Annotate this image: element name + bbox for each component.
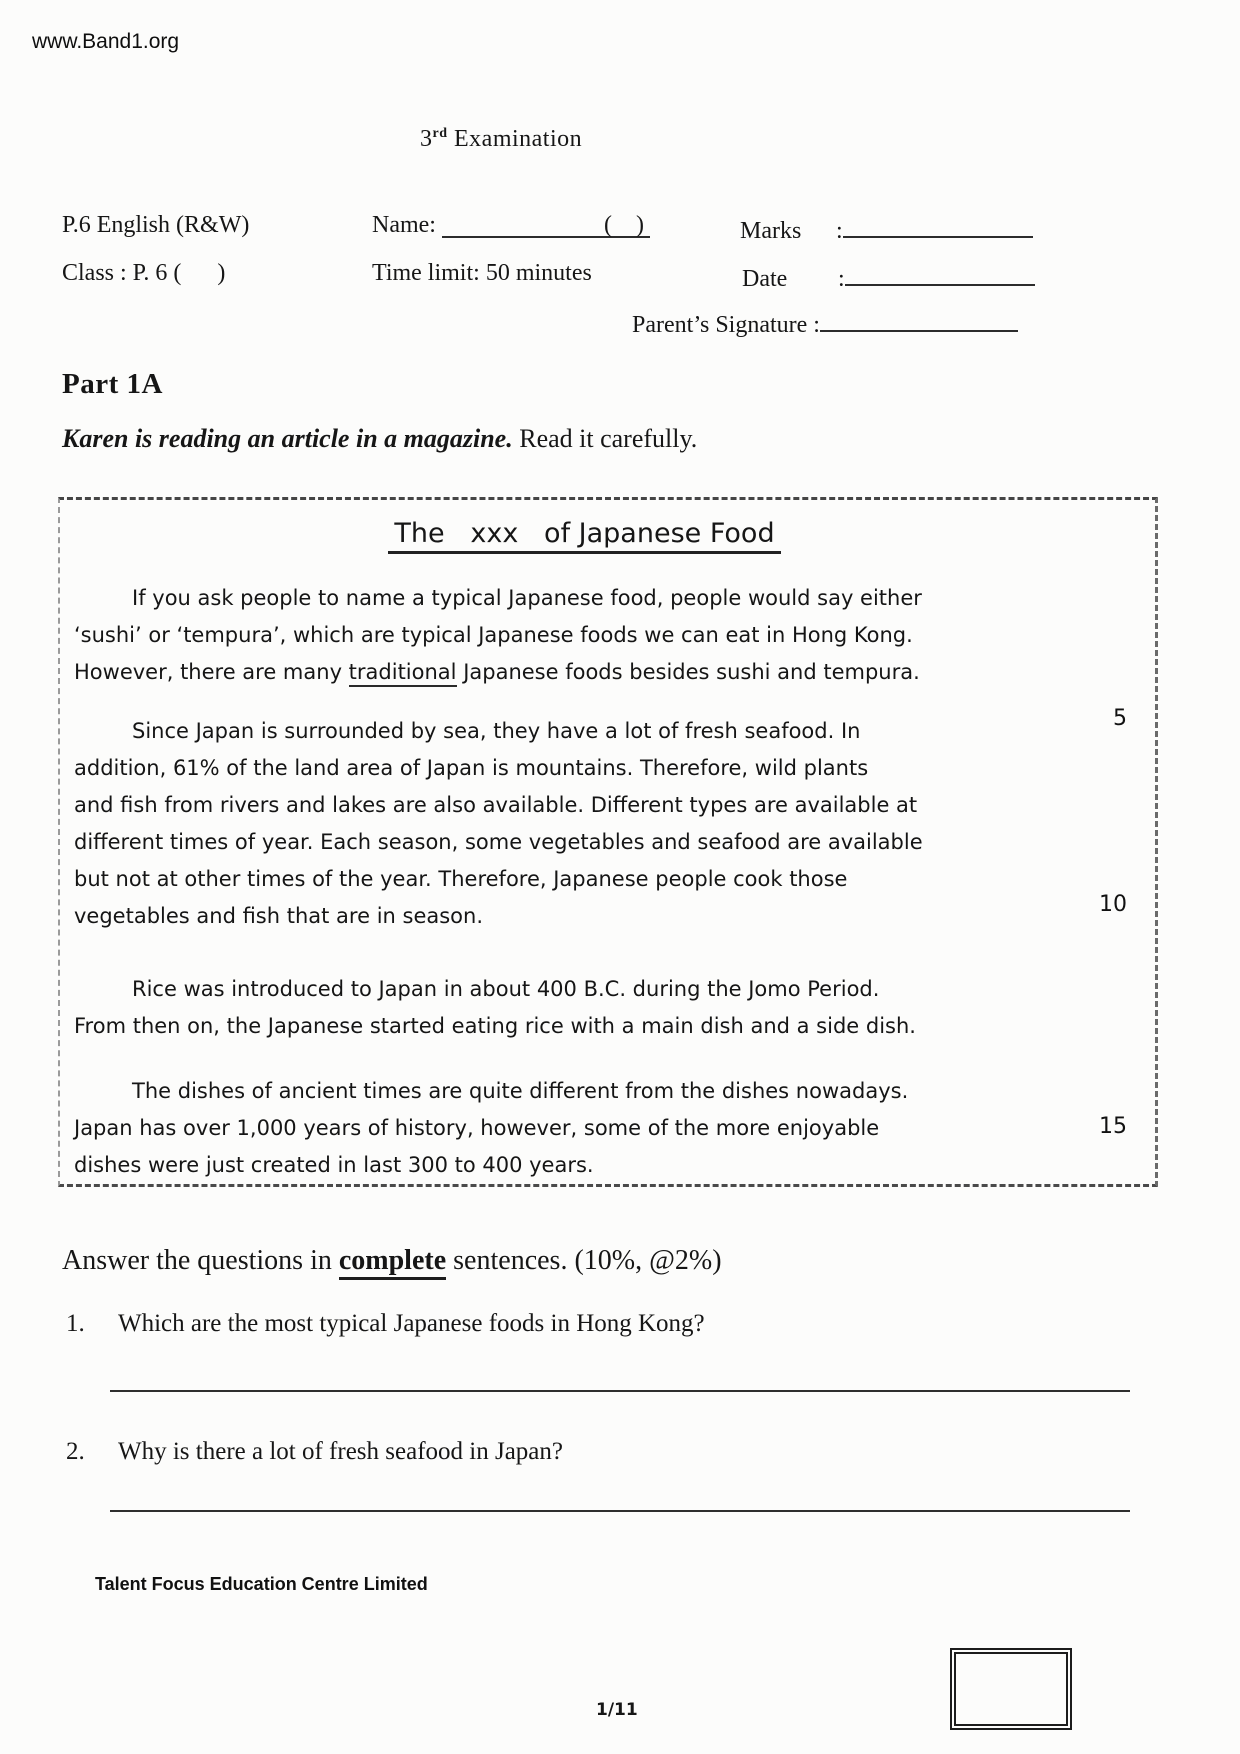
article-line: Since Japan is surrounded by sea, they have a lot of fresh seafood. In xyxy=(132,719,861,743)
site-watermark: www.Band1.org xyxy=(32,30,180,53)
parent-signature-blank-line xyxy=(820,306,1018,332)
article-body xyxy=(74,580,1095,1184)
article-paragraph xyxy=(74,971,1095,1045)
article-box xyxy=(58,497,1158,1187)
footer-stamp-box xyxy=(950,1648,1072,1730)
article-line: and fish from rivers and lakes are also available. Different types are available at xyxy=(74,793,918,817)
answer-section-heading xyxy=(62,1245,722,1277)
article-line: ‘sushi’ or ‘tempura’, which are typical Japanese foods we can eat in Hong Kong. xyxy=(74,623,913,647)
answer-heading-keyword: complete xyxy=(339,1245,446,1280)
question-2-number: 2. xyxy=(66,1438,85,1465)
article-line: If you ask people to name a typical Japanese food, people would say either xyxy=(132,586,922,610)
instruction-rest: Read it carefully. xyxy=(512,424,698,453)
date-blank-line xyxy=(845,260,1035,286)
line-number-10: 10 xyxy=(1099,892,1127,917)
marks-field xyxy=(740,212,1033,245)
question-2-text: Why is there a lot of fresh seafood in Japan? xyxy=(118,1438,563,1465)
name-label: Name: xyxy=(372,212,442,238)
question-2 xyxy=(66,1438,563,1466)
article-line: The dishes of ancient times are quite different from the dishes nowadays. xyxy=(132,1079,909,1103)
article-title: The xxx of Japanese Food xyxy=(74,518,1095,554)
answer-line-1 xyxy=(110,1390,1130,1392)
article-paragraph xyxy=(74,1073,1095,1184)
article-line: Rice was introduced to Japan in about 400 B.C. during the Jomo Period. xyxy=(132,977,880,1001)
answer-line-2 xyxy=(110,1510,1130,1512)
exam-title xyxy=(420,126,582,153)
line-number-5: 5 xyxy=(1113,706,1127,731)
article-line: dishes were just created in last 300 to 400 years. xyxy=(74,1153,594,1177)
article-line: different times of year. Each season, some vegetables and seafood are available xyxy=(74,830,923,854)
parent-signature-label: Parent’s Signature : xyxy=(632,312,820,338)
article-paragraph xyxy=(74,713,1095,935)
exam-title-ordinal: rd xyxy=(432,126,448,141)
subject-label: P.6 English (R&W) xyxy=(62,212,250,238)
article-line: vegetables and fish that are in season. xyxy=(74,904,484,928)
question-1-number: 1. xyxy=(66,1310,85,1337)
article-line: but not at other times of the year. Therefore, Japanese people cook those xyxy=(74,867,848,891)
parent-signature-field xyxy=(632,306,1018,339)
date-label: Date xyxy=(742,266,788,292)
date-field xyxy=(742,260,1035,293)
marks-label: Marks xyxy=(740,218,802,244)
article-line: addition, 61% of the land area of Japan is mountains. Therefore, wild plants xyxy=(74,756,869,780)
instruction-italic: Karen is reading an article in a magazine. xyxy=(62,424,513,453)
article-line: Japan has over 1,000 years of history, however, some of the more enjoyable xyxy=(74,1116,880,1140)
page-number: 1/11 xyxy=(596,1700,638,1720)
question-1 xyxy=(66,1310,705,1338)
name-blank-line: ( ) xyxy=(442,212,650,238)
class-label: Class : P. 6 ( ) xyxy=(62,260,226,286)
line-number-15: 15 xyxy=(1099,1114,1127,1139)
question-1-text: Which are the most typical Japanese foods in Hong Kong? xyxy=(118,1310,705,1337)
name-field xyxy=(372,212,650,239)
footer-organisation: Talent Focus Education Centre Limited xyxy=(95,1574,428,1594)
article-line: From then on, the Japanese started eating rice with a main dish and a side dish. xyxy=(74,1014,916,1038)
exam-title-number: 3 xyxy=(420,126,433,152)
article-line: However, there are many traditional Japanese foods besides sushi and tempura. xyxy=(74,654,1095,691)
marks-blank-line xyxy=(843,212,1033,238)
part-instruction xyxy=(62,424,697,454)
date-colon: : xyxy=(838,266,845,292)
exam-title-rest: Examination xyxy=(447,126,583,152)
answer-heading-suffix: sentences. (10%, @2%) xyxy=(446,1245,722,1276)
part-heading: Part 1A xyxy=(62,368,163,400)
answer-heading-prefix: Answer the questions in xyxy=(62,1245,339,1276)
marks-colon: : xyxy=(836,218,843,244)
time-limit-label: Time limit: 50 minutes xyxy=(372,260,592,286)
article-paragraph xyxy=(74,580,1095,691)
